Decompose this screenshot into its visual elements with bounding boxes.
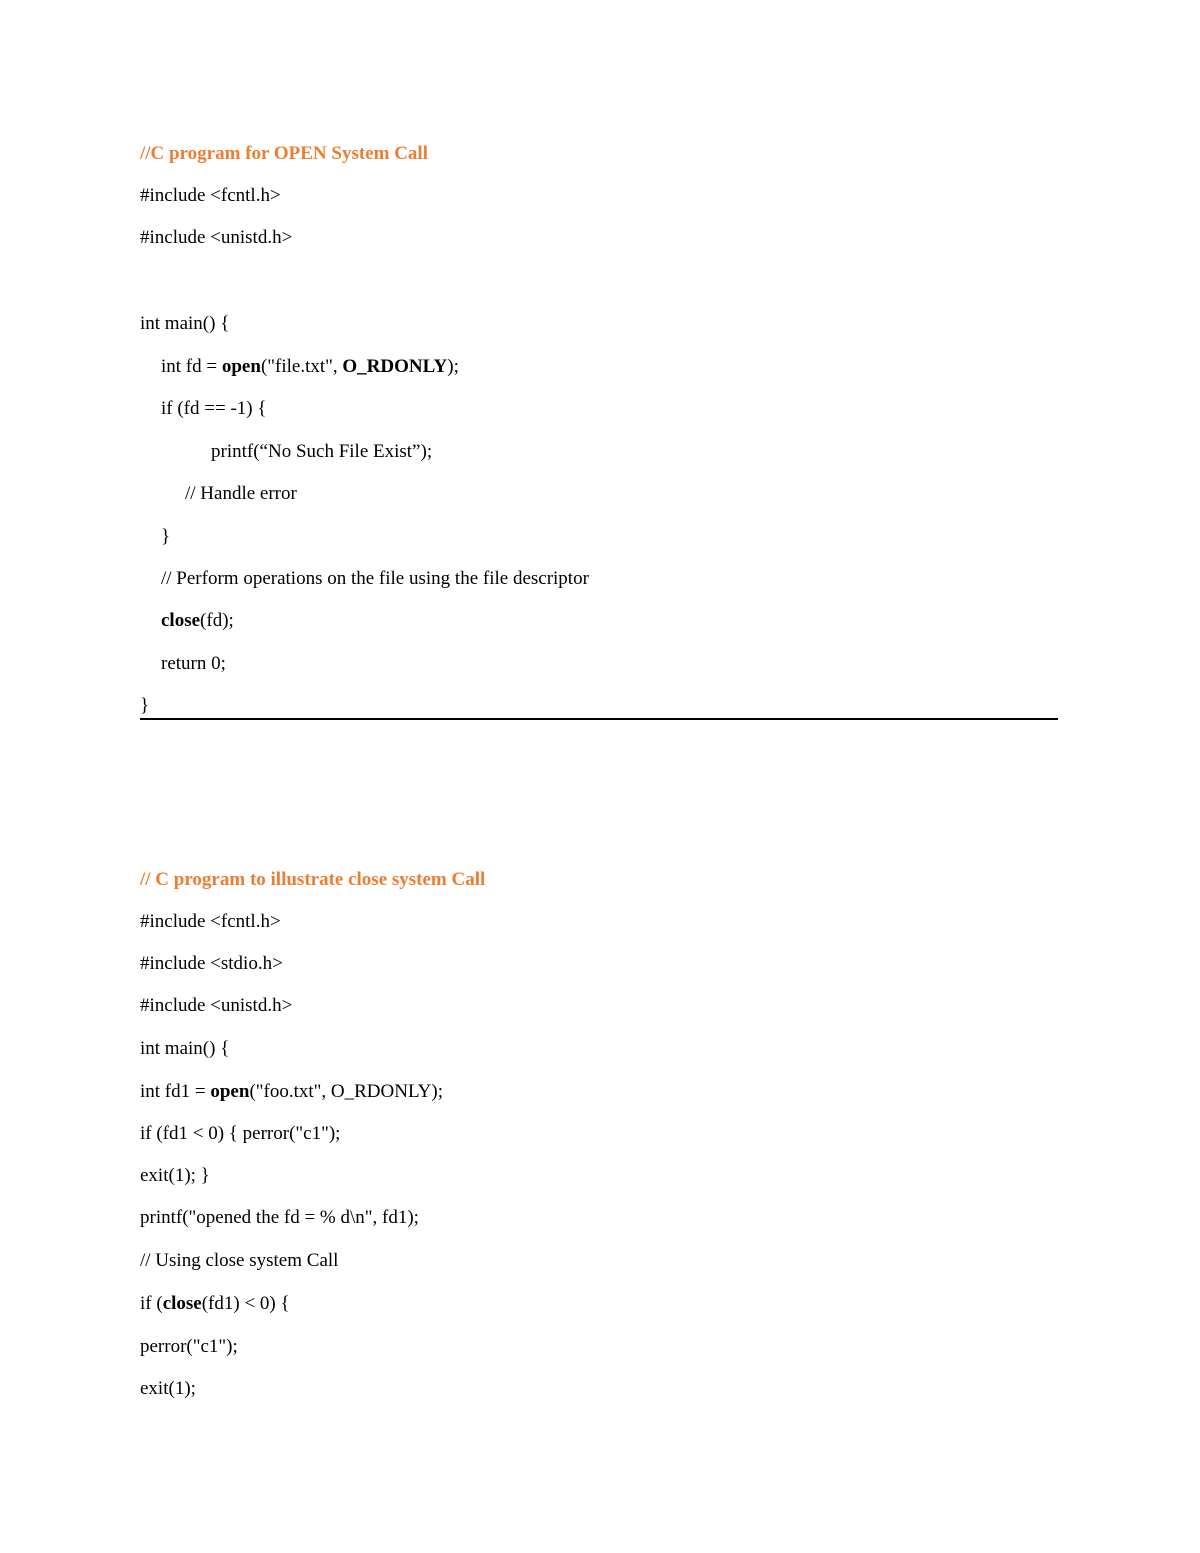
code-line [140,1292,290,1316]
code-line: return 0; [161,653,226,674]
code-text: (fd); [200,610,234,631]
code-line: if (fd == -1) { [161,398,267,419]
code-text: if ( [140,1293,163,1314]
code-text: ); [447,356,459,377]
code-line: #include <fcntl.h> [140,911,281,932]
code-keyword-close: close [162,1293,202,1314]
code-text: ("foo.txt", O_RDONLY); [249,1081,443,1102]
section2-heading: // C program to illustrate close system Call [140,869,486,890]
code-line: // Perform operations on the file using the file descriptor [161,568,589,589]
code-line: #include <fcntl.h> [140,185,281,206]
code-line: int main() { [140,313,230,334]
code-text: (fd1) < 0) { [201,1293,290,1314]
code-line: if (fd1 < 0) { perror("c1"); [140,1123,341,1144]
code-line: printf(“No Such File Exist”); [211,441,433,462]
code-line [161,609,234,633]
code-line: exit(1); } [140,1165,210,1186]
section1-heading: //C program for OPEN System Call [140,143,428,164]
code-line [161,355,459,379]
code-line: printf("opened the fd = % d\n", fd1); [140,1207,419,1228]
code-text: int fd = [161,356,222,377]
code-keyword-open: open [221,356,261,377]
code-line: #include <unistd.h> [140,227,293,248]
code-line [140,1080,443,1104]
code-line: #include <stdio.h> [140,953,283,974]
code-line: // Using close system Call [140,1250,339,1271]
code-line: #include <unistd.h> [140,995,293,1016]
code-line: exit(1); [140,1378,196,1399]
code-text: int fd1 = [140,1081,211,1102]
code-line: perror("c1"); [140,1336,238,1357]
code-keyword-flag: O_RDONLY [342,356,448,377]
code-keyword-close: close [161,610,201,631]
code-line: } [161,526,171,547]
horizontal-rule [140,718,1058,720]
code-line: int main() { [140,1038,230,1059]
code-line: // Handle error [185,483,297,504]
code-line: } [140,695,150,716]
code-keyword-open: open [210,1081,250,1102]
code-text: ("file.txt", [260,356,343,377]
